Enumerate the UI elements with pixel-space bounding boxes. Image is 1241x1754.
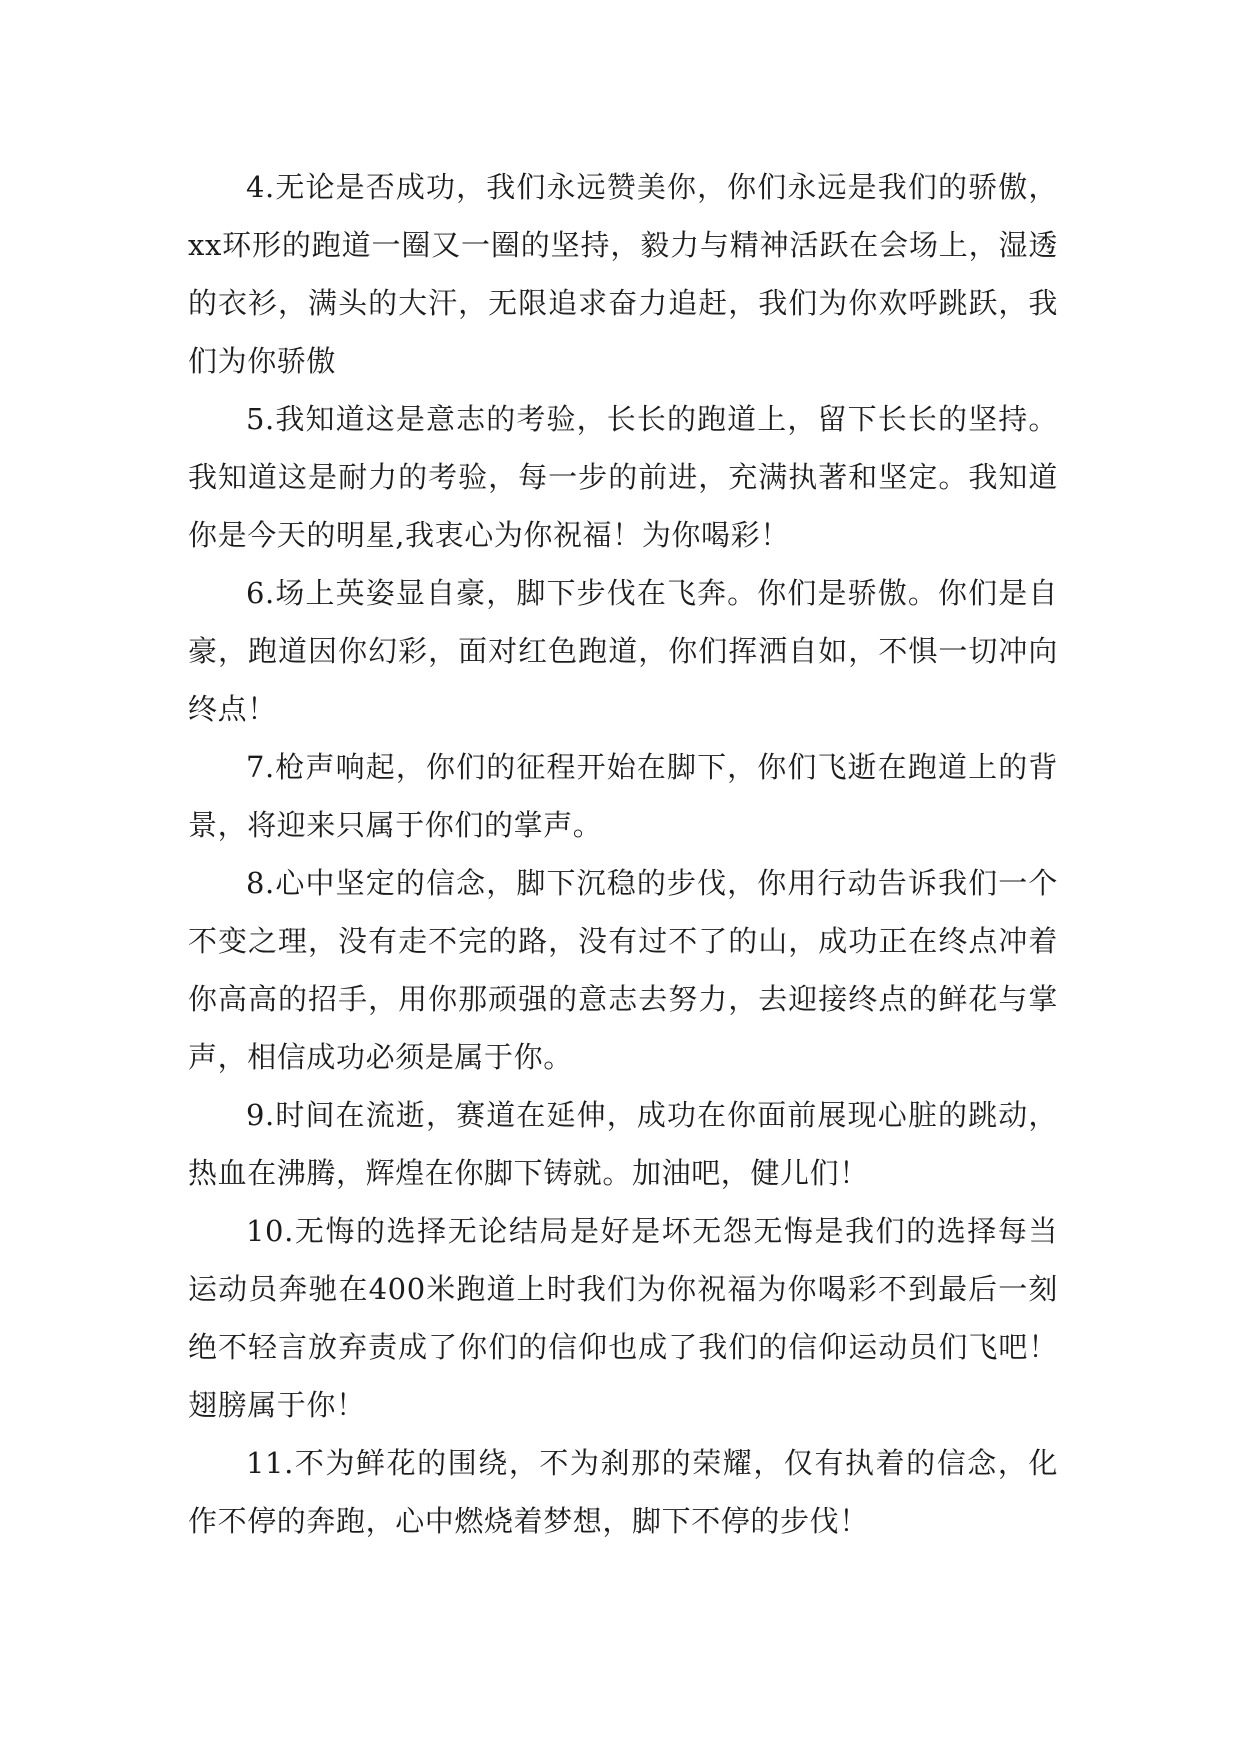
document-page [188,158,1058,1550]
paragraph-6: 6.场上英姿显自豪，脚下步伐在飞奔。你们是骄傲。你们是自豪，跑道因你幻彩，面对红色跑道，你们挥洒自如，不惧一切冲向终点！ [188,576,1058,726]
paragraph-4: 4.无论是否成功，我们永远赞美你，你们永远是我们的骄傲，xx环形的跑道一圈又一圈的坚持，毅力与精神活跃在会场上，湿透的衣衫，满头的大汗，无限追求奋力追赶，我们为你欢呼跳跃，我们为你骄傲 [188,170,1058,378]
paragraph-10: 10.无悔的选择无论结局是好是坏无怨无悔是我们的选择每当运动员奔驰在400米跑道上时我们为你祝福为你喝彩不到最后一刻绝不轻言放弃责成了你们的信仰也成了我们的信仰运动员们飞吧！翅膀属于你！ [188,1214,1058,1422]
paragraph-5: 5.我知道这是意志的考验，长长的跑道上，留下长长的坚持。我知道这是耐力的考验，每一步的前进，充满执著和坚定。我知道你是今天的明星,我衷心为你祝福！为你喝彩！ [188,402,1058,552]
paragraph-7: 7.枪声响起，你们的征程开始在脚下，你们飞逝在跑道上的背景，将迎来只属于你们的掌声。 [188,750,1058,842]
paragraph-9: 9.时间在流逝，赛道在延伸，成功在你面前展现心脏的跳动，热血在沸腾，辉煌在你脚下铸就。加油吧，健儿们！ [188,1098,1058,1190]
paragraph-11: 11.不为鲜花的围绕，不为刹那的荣耀，仅有执着的信念，化作不停的奔跑，心中燃烧着梦想，脚下不停的步伐！ [188,1446,1058,1538]
paragraph-8: 8.心中坚定的信念，脚下沉稳的步伐，你用行动告诉我们一个不变之理，没有走不完的路，没有过不了的山，成功正在终点冲着你高高的招手，用你那顽强的意志去努力，去迎接终点的鲜花与掌声，相信成功必须是属于你。 [188,866,1058,1074]
